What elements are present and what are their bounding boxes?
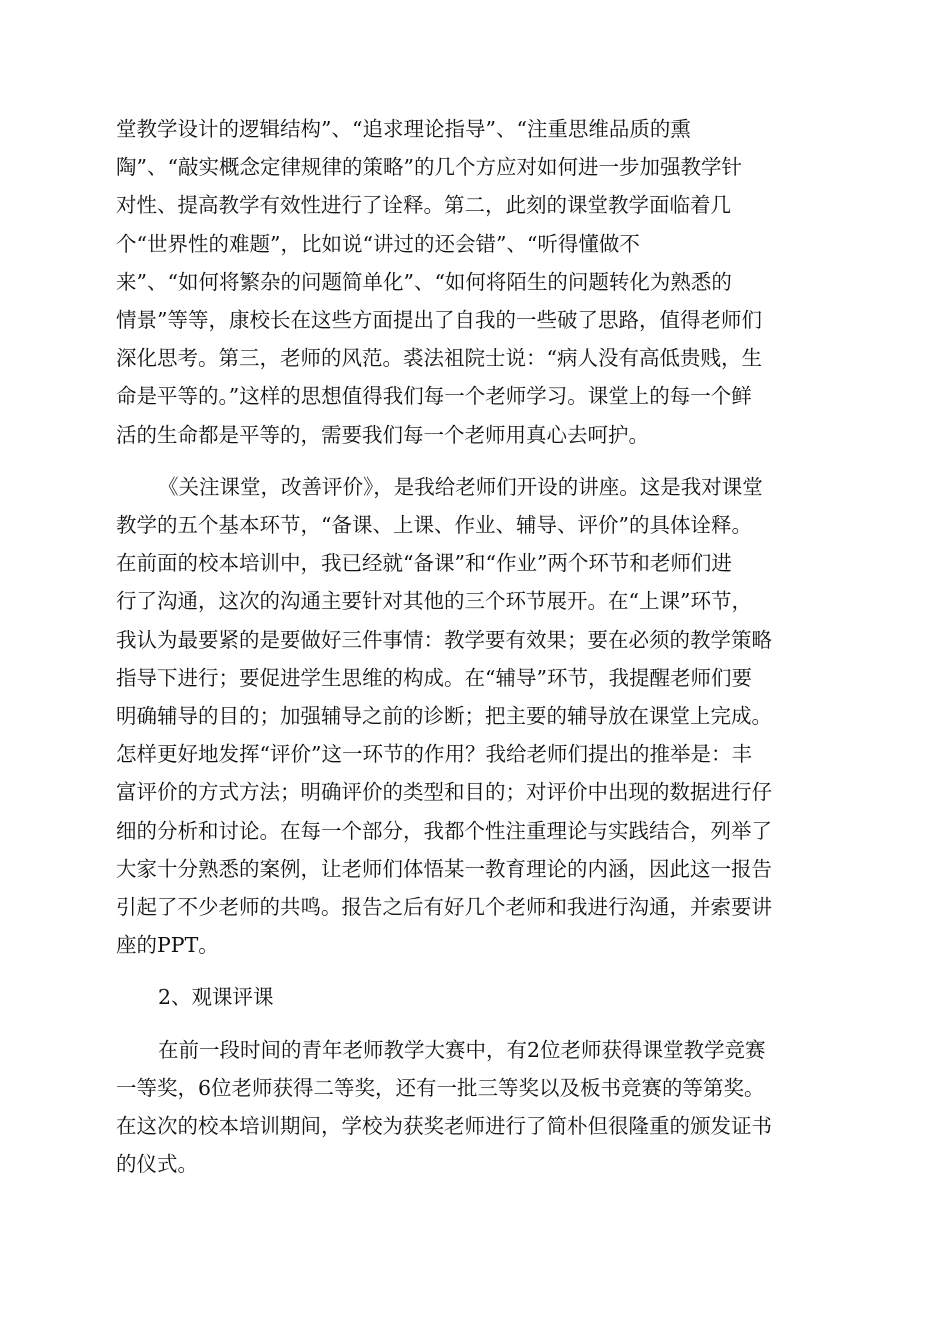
text-line: 深化思考。第三，老师的风范。裘法祖院士说：“病人没有高低贵贱，生 (116, 346, 762, 371)
text-line: 在前一段时间的青年老师教学大赛中，有2位老师获得课堂教学竞赛 (158, 1037, 766, 1062)
paragraph-teaching-competition (116, 1031, 836, 1184)
text-line: 《关注课堂，改善评价》，是我给老师们开设的讲座。这是我对课堂 (158, 474, 763, 499)
text-line: 在这次的校本培训期间，学校为获奖老师进行了简朴但很隆重的颁发证书 (116, 1114, 772, 1139)
text-line: 指导下进行；要促进学生思维的构成。在“辅导”环节，我提醒老师们要 (116, 665, 752, 690)
paragraph-spacer (116, 1017, 836, 1031)
text-line: 大家十分熟悉的案例，让老师们体悟某一教育理论的内涵，因此这一报告 (116, 856, 772, 881)
text-line: 一等奖，6位老师获得二等奖，还有一批三等奖以及板书竞赛的等第奖。 (116, 1075, 765, 1100)
text-line: 引起了不少老师的共鸣。报告之后有好几个老师和我进行沟通，并索要讲 (116, 895, 772, 920)
text-line: 的仪式。 (116, 1152, 198, 1177)
paragraph-spacer (116, 964, 836, 978)
text-line: 活的生命都是平等的，需要我们每一个老师用真心去呵护。 (116, 422, 649, 447)
text-line: 在前面的校本培训中，我已经就“备课”和“作业”两个环节和老师们进 (116, 551, 732, 576)
text-line: 陶”、“敲实概念定律规律的策略”的几个方应对如何进一步加强教学针 (116, 155, 742, 180)
section-heading-text: 2、观课评课 (158, 985, 274, 1010)
paragraph-spacer (116, 454, 836, 468)
text-line: 座的PPT。 (116, 933, 219, 958)
text-line: 命是平等的。”这样的思想值得我们每一个老师学习。课堂上的每一个鲜 (116, 384, 752, 409)
text-line: 细的分析和讨论。在每一个部分，我都个性注重理论与实践结合，列举了 (116, 818, 772, 843)
document-body (116, 110, 836, 1183)
text-line: 富评价的方式方法；明确评价的类型和目的；对评价中出现的数据进行仔 (116, 780, 772, 805)
text-line: 堂教学设计的逻辑结构”、“追求理论指导”、“注重思维品质的熏 (116, 117, 691, 141)
paragraph-classroom-evaluation-lecture (116, 468, 836, 965)
text-line: 教学的五个基本环节，“备课、上课、作业、辅导、评价”的具体诠释。 (116, 513, 752, 538)
text-line: 个“世界性的难题”，比如说“讲过的还会错”、“听得懂做不 (116, 231, 640, 256)
paragraph-principal-lecture-summary (116, 110, 836, 454)
section-heading-observe-evaluate (116, 978, 836, 1016)
text-line: 来”、“如何将繁杂的问题简单化”、“如何将陌生的问题转化为熟悉的 (116, 269, 732, 294)
text-line: 情景”等等，康校长在这些方面提出了自我的一些破了思路，值得老师们 (116, 308, 762, 333)
text-line: 怎样更好地发挥“评价”这一环节的作用？我给老师们提出的推举是：丰 (116, 742, 752, 767)
text-line: 行了沟通，这次的沟通主要针对其他的三个环节展开。在“上课”环节， (116, 589, 752, 614)
text-line: 明确辅导的目的；加强辅导之前的诊断；把主要的辅导放在课堂上完成。 (116, 704, 772, 729)
text-line: 我认为最要紧的是要做好三件事情：教学要有效果；要在必须的教学策略 (116, 627, 772, 652)
text-line: 对性、提高教学有效性进行了诠释。第二，此刻的课堂教学面临着几 (116, 193, 731, 218)
